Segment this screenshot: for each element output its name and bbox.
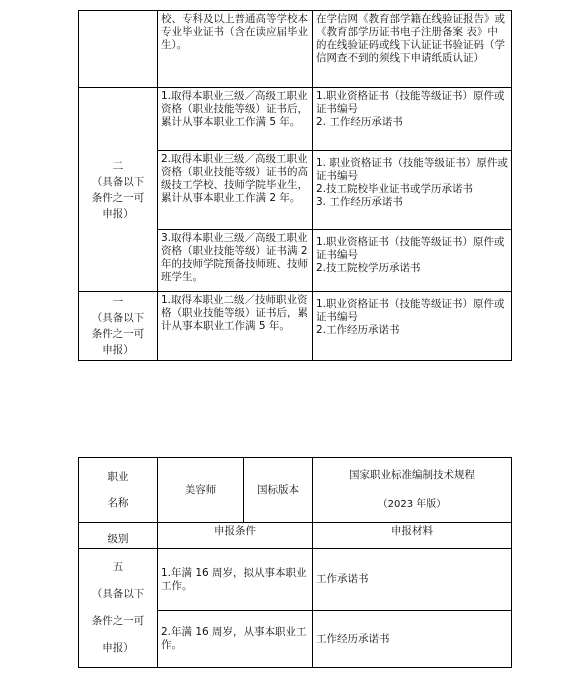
requirement-cell: 3.取得本职业三级／高级工职业资格（职业技能等级）证书满 2 年的技师学院预备技师班、技师班学生。	[158, 230, 313, 292]
materials-cell	[313, 292, 512, 361]
occupation-label-cell	[79, 458, 158, 523]
occupation-label-line: 职业	[107, 471, 129, 483]
level-label-line: 二	[112, 159, 124, 172]
material-item: 2.技工院校学历承诺书	[316, 262, 421, 274]
materials-cell	[313, 88, 512, 151]
requirement-header: 申报条件	[158, 523, 313, 549]
standard-line: （2023 年版）	[377, 499, 447, 510]
level-1-cell	[79, 292, 158, 361]
standard-line: 国家职业标准编制技术规程	[349, 469, 475, 481]
table-row	[79, 458, 512, 523]
table-header-row	[79, 523, 512, 549]
level-label-line: 条件之一可	[91, 615, 145, 627]
standard-cell	[313, 458, 512, 523]
requirement-cell: 校、专科及以上普通高等学校本专业毕业证书（含在读应届毕业生）。	[158, 11, 313, 88]
level-5-cell	[79, 549, 158, 668]
level-label-line: （具备以下	[91, 588, 145, 600]
occupation-value-cell: 美容师	[158, 458, 244, 523]
materials-header: 申报材料	[313, 523, 512, 549]
materials-cell: 在学信网《教育部学籍在线验证报告》或《教育部学历证书电子注册备案 表》中的在线验证码或线下认证证书验证码（学信网查不到的须线下申请纸质认证）	[313, 11, 512, 88]
occupation-label-line: 名称	[107, 497, 129, 509]
level-label-line: 申报）	[102, 344, 134, 356]
level-2-cell	[79, 88, 158, 292]
eligibility-table-lower	[78, 457, 512, 668]
level-label-line: （具备以下	[91, 312, 145, 324]
level-header: 级别	[79, 523, 158, 549]
materials-cell	[313, 230, 512, 292]
material-item: 1.职业资格证书（技能等级证书）原件或证书编号	[316, 298, 505, 323]
material-item: 2. 工作经历承诺书	[316, 116, 403, 128]
materials-cell: 工作经历承诺书	[313, 611, 512, 668]
level-label-line: 一	[112, 296, 124, 308]
version-label-cell: 国标版本	[244, 458, 313, 523]
table-row	[79, 11, 512, 88]
level-cell-continued	[79, 11, 158, 88]
material-item: 2.工作经历承诺书	[316, 324, 400, 336]
materials-cell	[313, 151, 512, 230]
level-label-line: 条件之一可	[91, 328, 145, 340]
level-label-line: 申报）	[102, 642, 134, 654]
material-item: 3. 工作经历承诺书	[316, 196, 403, 208]
table-row	[79, 88, 512, 151]
requirement-cell: 2.年满 16 周岁，从事本职业工作。	[158, 611, 313, 668]
eligibility-table-upper	[78, 10, 512, 361]
material-item: 1. 职业资格证书（技能等级证书）原件或证书编号	[316, 157, 508, 182]
level-label-line: 条件之一可	[91, 191, 145, 204]
table-row	[79, 549, 512, 611]
requirement-cell: 2.取得本职业三级／高级工职业资格（职业技能等级）证书的高级技工学校、技师学院毕业生，累计从事本职业工作满 2 年。	[158, 151, 313, 230]
level-label-line: 五	[112, 561, 124, 573]
level-label-line: 申报）	[102, 207, 134, 220]
requirement-cell: 1.年满 16 周岁，拟从事本职业工作。	[158, 549, 313, 611]
requirement-cell: 1.取得本职业二级／技师职业资格（职业技能等级）证书后，累计从事本职业工作满 5 年。	[158, 292, 313, 361]
table-row	[79, 292, 512, 361]
material-item: 1.职业资格证书（技能等级证书）原件或证书编号	[316, 236, 505, 261]
material-item: 2.技工院校毕业证书或学历承诺书	[316, 183, 474, 195]
requirement-cell: 1.取得本职业三级／高级工职业资格（职业技能等级）证书后，累计从事本职业工作满 5 年。	[158, 88, 313, 151]
materials-cell: 工作承诺书	[313, 549, 512, 611]
level-label-line: （具备以下	[91, 175, 145, 188]
material-item: 1.职业资格证书（技能等级证书）原件或证书编号	[316, 90, 505, 115]
